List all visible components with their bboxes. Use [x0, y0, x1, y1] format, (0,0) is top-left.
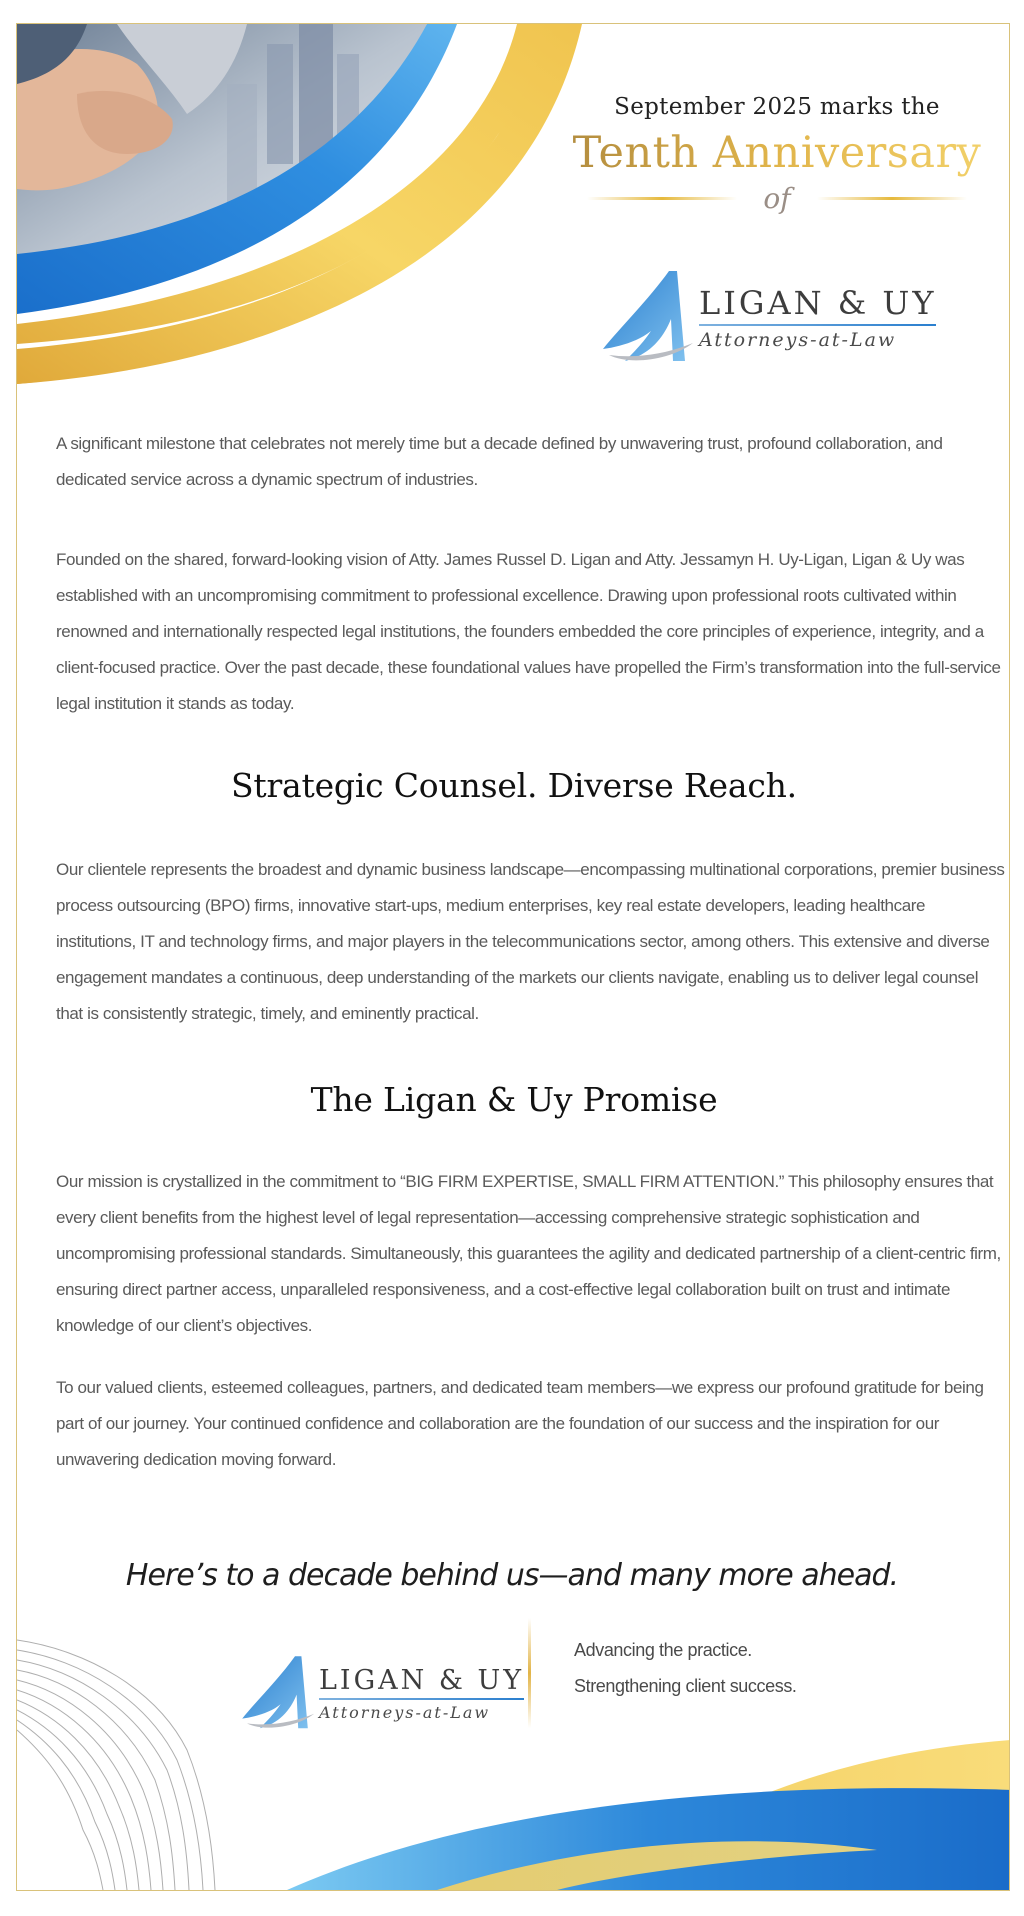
footer-logo-firm-name: LIGAN & UY: [319, 1664, 525, 1696]
header-of: of: [763, 182, 791, 215]
firm-logo-footer: [239, 1654, 524, 1732]
logo-a-icon-footer: [239, 1654, 319, 1732]
line-art-wave: [17, 1640, 215, 1890]
page-frame: [16, 23, 1010, 1891]
footer-line-2: Strengthening client success.: [574, 1676, 797, 1696]
logo-a-icon: [599, 269, 699, 365]
footer-line-1: Advancing the practice.: [574, 1640, 752, 1660]
logo-firm-name: LIGAN & UY: [699, 283, 937, 322]
footer-tagline-lines: [574, 1632, 797, 1704]
header-title: Tenth Anniversary: [557, 128, 997, 178]
section-title-strategic: Strategic Counsel. Diverse Reach.: [231, 766, 797, 805]
header-line-1: September 2025 marks the: [614, 94, 940, 120]
bottom-blue-swoosh: [287, 1788, 1010, 1890]
anniversary-header: [557, 94, 997, 215]
logo-text: [699, 284, 936, 351]
gold-rule-right: [817, 197, 967, 200]
section1-paragraph: Our clientele represents the broadest and dynamic business landscape—encompassing multinational corporations, premier business process outsourcing (BPO) firms, innovative start-ups, medium enterprises, key real estate developers, leading healthcare institutions, IT and technology firms, and major players in the telecommunications sector, among others. This extensive and diverse engagement mandates a continuous, deep understanding of the markets our clients navigate, enabling us to deliver legal counsel that is consistently strategic, timely, and eminently practical.: [56, 860, 1005, 1023]
logo-rule: [699, 324, 936, 326]
logo-subtitle: Attorneys-at-Law: [699, 328, 897, 351]
gold-rule-left: [587, 197, 737, 200]
header-of-row: [557, 182, 997, 215]
section2-paragraph-1: Our mission is crystallized in the commitment to “BIG FIRM EXPERTISE, SMALL FIRM ATTENTION.” This philosophy ensures that every client benefits from the highest level of legal representation—accessing comprehensive strategic sophistication and uncompromising professional standards. Simultaneously, this guarantees the agility and dedicated partnership of a client-centric firm, ensuring direct partner access, unparalleled responsiveness, and a cost-effective legal collaboration built on trust and intimate knowledge of our client’s objectives.: [56, 1172, 1001, 1335]
footer-logo-subtitle: Attorneys-at-Law: [319, 1702, 491, 1722]
firm-logo-top: [599, 269, 936, 365]
section2-paragraph-2: To our valued clients, esteemed colleagues, partners, and dedicated team members—we express our profound gratitude for being part of our journey. Your continued confidence and collaboration are the foundation of our success and the inspiration for our unwavering dedication moving forward.: [56, 1378, 984, 1469]
footer-gold-divider: [528, 1618, 531, 1728]
intro-paragraph-2: Founded on the shared, forward-looking vision of Atty. James Russel D. Ligan and Atty. Jessamyn H. Uy-Ligan, Ligan & Uy was established with an uncompromising commitment to professional excellence. Drawing upon professional roots cultivated within renowned and internationally respected legal institutions, the founders embedded the core principles of experience, integrity, and a client-focused practice. Over the past decade, these foundational values have propelled the Firm’s transformation into the full-service legal institution it stands as today.: [56, 550, 1001, 713]
section-title-promise: The Ligan & Uy Promise: [310, 1080, 718, 1119]
footer-logo-rule: [319, 1698, 524, 1700]
intro-paragraph-1: A significant milestone that celebrates not merely time but a decade defined by unwavering trust, profound collaboration, and dedicated service across a dynamic spectrum of industries.: [56, 434, 943, 489]
closing-tagline: Here’s to a decade behind us—and many more ahead.: [125, 1558, 899, 1593]
footer-logo-text: [319, 1665, 524, 1722]
